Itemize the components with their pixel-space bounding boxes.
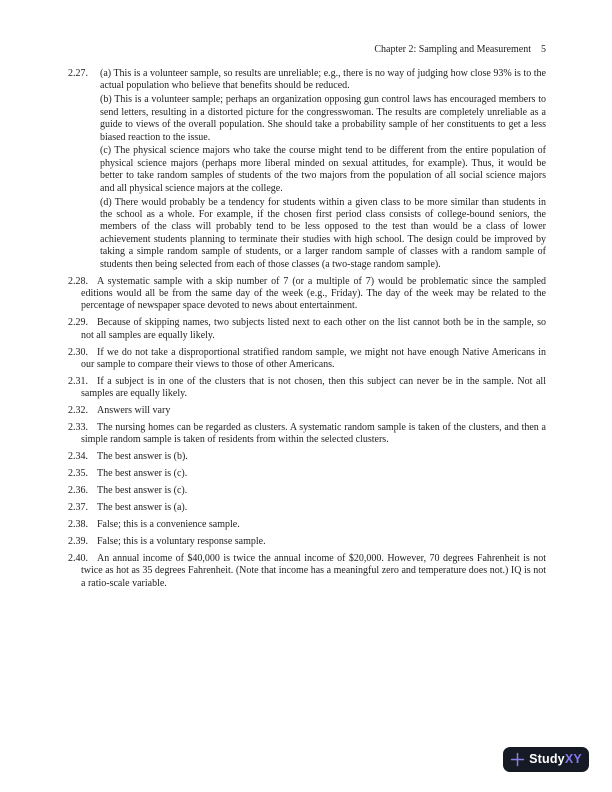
item-number: 2.34. (68, 451, 88, 463)
item-number: 2.37. (68, 502, 88, 514)
answer-item-2-28 (0, 276, 612, 313)
item-text: The nursing homes can be regarded as clusters. A systematic random sample is taken of the clusters, and then a simple random sample is taken of residents from within the selected clusters. (81, 422, 546, 446)
item-number: 2.33. (68, 422, 88, 434)
item-paragraph-a: (a) This is a volunteer sample, so results are unreliable; e.g., there is no way of judging how close 93% is to the actual population who believe that benefits should be reduced. (100, 68, 546, 92)
item-paragraphs (100, 68, 546, 271)
item-number: 2.32. (68, 405, 88, 417)
answer-item-2-37 (0, 502, 612, 514)
item-number: 2.39. (68, 535, 88, 547)
plus-icon (510, 752, 525, 767)
answer-item-2-30 (0, 347, 612, 372)
item-text: False; this is a voluntary response sample. (97, 535, 266, 547)
answer-item-2-36 (0, 485, 612, 497)
item-number: 2.30. (68, 346, 88, 358)
answer-item-2-40 (0, 553, 612, 590)
item-text: The best answer is (c). (97, 468, 188, 480)
item-number: 2.27. (68, 68, 88, 79)
logo-text (529, 753, 582, 765)
answer-item-2-27 (0, 68, 612, 271)
item-paragraph-d: (d) There would probably be a tendency for students within a given class to be more similar than students in the school as a whole. For example, if the chosen first period class consists of college-bound seniors, the members of the class will probably tend to be less opposed to the test than would be a class of lower achievement students planning to terminate their studies with high school. The design could be improved by taking a simple random sample of students, or a larger random sample of classes with a random sample of students then being selected from each of those classes (a two-stage random sample). (100, 196, 546, 270)
item-number: 2.36. (68, 485, 88, 497)
logo-text-accent: XY (564, 752, 582, 767)
item-text: If we do not take a disproportional stratified random sample, we might not have enough Native Americans in our sample to compare their views to those of other Americans. (81, 346, 546, 370)
studyxy-logo (503, 747, 589, 772)
item-text: The best answer is (c). (97, 485, 188, 497)
item-text: If a subject is in one of the clusters that is not chosen, then this subject can never be in the sample. Not all samples are equally likely. (81, 375, 546, 400)
answer-item-2-31 (0, 376, 612, 401)
item-text: The best answer is (a). (97, 502, 188, 514)
item-text: An annual income of $40,000 is twice the annual income of $20,000. However, 70 degrees Fahrenheit is not twice as hot as 35 degrees Fahrenheit. (Note that income has a meaningful zero and temperature does not.) IQ is not a ratio-scale variable. (81, 552, 546, 589)
item-paragraph-b: (b) This is a volunteer sample; perhaps an organization opposing gun control laws has encouraged members to send letters, resulting in a distorted picture for the congresswoman. The results are completely unreliable as a guide to views of the overall population. She should take a probability sample of her constituents to get a less biased reaction to the issue. (100, 94, 546, 143)
item-number: 2.28. (68, 275, 88, 287)
item-text: Answers will vary (97, 405, 171, 417)
logo-text-primary: Study (529, 752, 565, 767)
item-text: The best answer is (b). (97, 451, 188, 463)
page-header (0, 44, 546, 56)
chapter-title: Chapter 2: Sampling and Measurement (374, 44, 531, 55)
item-number: 2.31. (68, 375, 88, 387)
item-number: 2.40. (68, 552, 88, 564)
answer-item-2-29 (0, 317, 612, 342)
answer-item-2-32 (0, 405, 612, 417)
item-text: Because of skipping names, two subjects listed next to each other on the list cannot both be in the sample, so not all samples are equally likely. (81, 317, 546, 341)
answer-item-2-39 (0, 536, 612, 548)
answer-item-2-38 (0, 519, 612, 531)
page-number: 5 (541, 44, 546, 55)
item-number: 2.35. (68, 468, 88, 480)
answer-item-2-34 (0, 451, 612, 463)
answer-item-2-33 (0, 422, 612, 447)
answers-list (0, 68, 612, 595)
item-paragraph-c: (c) The physical science majors who take the course might tend to be different from the entire population of physical science majors (perhaps more liberal minded on sexual attitudes, for example). Thus, it would be better to take random samples of students of the two majors from the population of all social science majors and all physical science majors at the college. (100, 145, 546, 194)
item-text: A systematic sample with a skip number of 7 (or a multiple of 7) would be problematic since the sampled editions would all be from the same day of the week (e.g., Friday). The day of the week may be related to the percentage of newspaper space devoted to news about entertainment. (81, 275, 546, 312)
item-text: False; this is a convenience sample. (97, 519, 240, 530)
item-number: 2.38. (68, 519, 88, 530)
answer-item-2-35 (0, 468, 612, 480)
item-number: 2.29. (68, 317, 88, 329)
